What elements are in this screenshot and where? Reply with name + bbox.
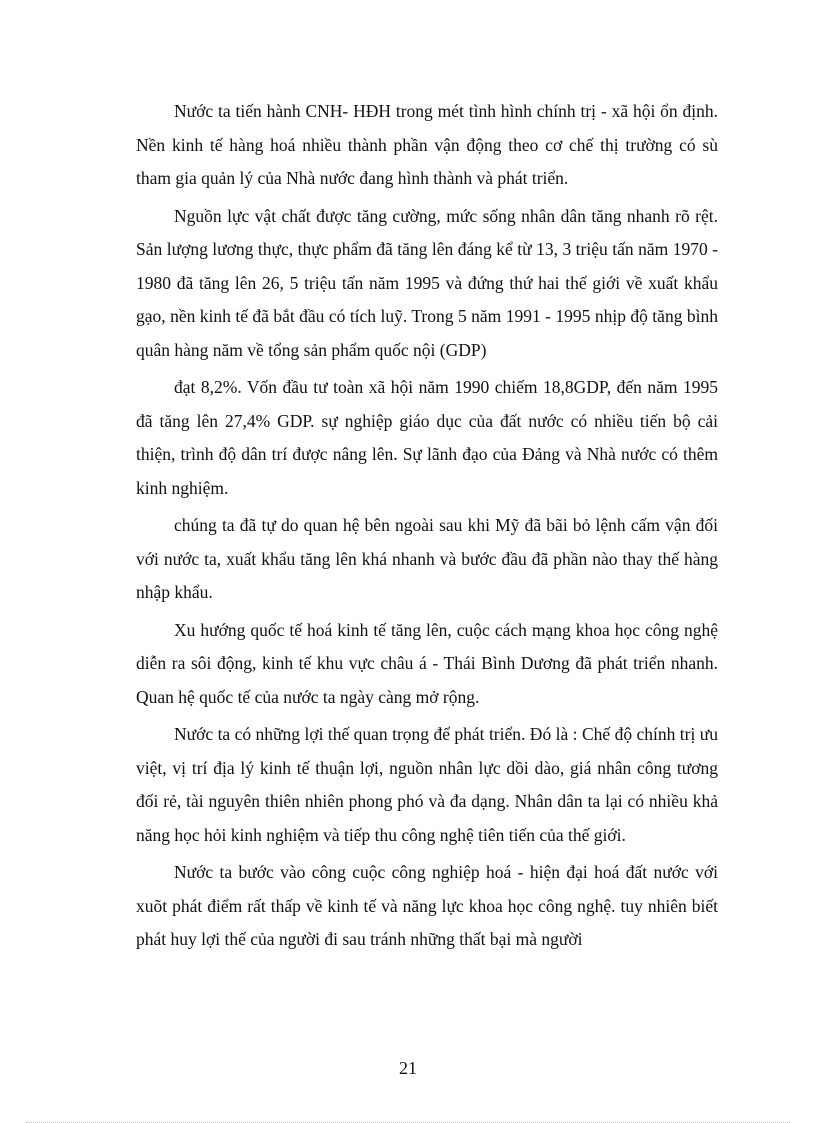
paragraph-6: Nước ta có những lợi thế quan trọng để phát triển. Đó là : Chế độ chính trị ưu việt, vị trí địa lý kinh tế thuận lợi, nguồn nhân lực dồi dào, giá nhân công tương đối rẻ, tài nguyên thiên nhiên phong phó và đa dạng. Nhân dân ta lại có nhiều khả năng học hỏi kinh nghiệm và tiếp thu công nghệ tiên tiến của thế giới. xyxy=(136,724,718,845)
paragraph-1: Nước ta tiến hành CNH- HĐH trong mét tình hình chính trị - xã hội ổn định. Nền kinh tế hàng hoá nhiều thành phần vận động theo cơ chế thị trường có sù tham gia quản lý của Nhà nước đang hình thành và phát triển. xyxy=(136,101,718,188)
document-body xyxy=(136,95,718,961)
page-number: 21 xyxy=(399,1058,417,1078)
paragraph-5: Xu hướng quốc tế hoá kinh tế tăng lên, cuộc cách mạng khoa học công nghệ diễn ra sôi động, kinh tế khu vực châu á - Thái Bình Dương đã phát triển nhanh. Quan hệ quốc tế của nước ta ngày càng mở rộng. xyxy=(136,619,718,707)
paragraph-2: Nguồn lực vật chất được tăng cường, mức sống nhân dân tăng nhanh rõ rệt. Sản lượng lương thực, thực phẩm đã tăng lên đáng kể từ 13, 3 triệu tấn năm 1970 - 1980 đã tăng lên 26, 5 triệu tấn năm 1995 và đứng thứ hai thế giới về xuất khẩu gạo, nền kinh tế đã bắt đầu có tích luỹ. Trong 5 năm 1991 - 1995 nhịp độ tăng bình quân hàng năm về tổng sản phẩm quốc nội (GDP) xyxy=(136,205,718,360)
paragraph-3: đạt 8,2%. Vốn đầu tư toàn xã hội năm 1990 chiếm 18,8GDP, đến năm 1995 đã tăng lên 27,4% GDP. sự nghiệp giáo dục của đất nước có nhiều tiến bộ cải thiện, trình độ dân trí được nâng lên. Sự lãnh đạo của Đảng và Nhà nước có thêm kinh nghiệm. xyxy=(136,377,718,498)
paragraph-4: chúng ta đã tự do quan hệ bên ngoài sau khi Mỹ đã bãi bỏ lệnh cấm vận đối với nước ta, xuất khẩu tăng lên khá nhanh và bước đầu đã phần nào thay thế hàng nhập khẩu. xyxy=(136,515,718,602)
paragraph-7: Nước ta bước vào công cuộc công nghiệp hoá - hiện đại hoá đất nước với xuõt phát điểm rất thấp về kinh tế và năng lực khoa học công nghệ. tuy nhiên biết phát huy lợi thế của người đi sau tránh những thất bại mà người xyxy=(136,862,718,949)
